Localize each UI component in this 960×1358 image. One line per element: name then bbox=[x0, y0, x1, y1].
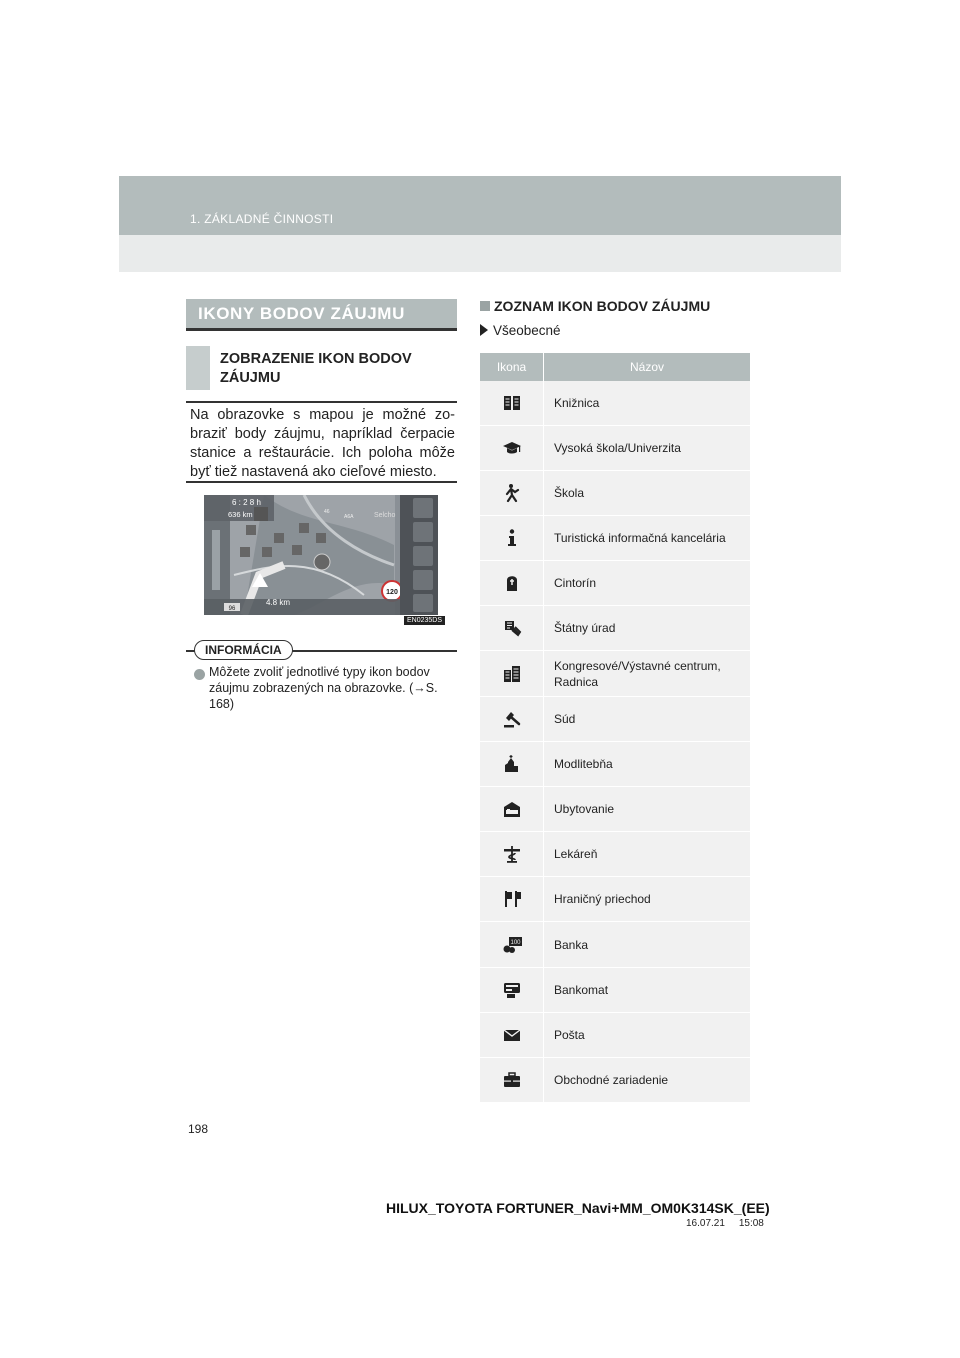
table-row bbox=[480, 922, 750, 968]
map-illustration bbox=[204, 495, 438, 615]
university-icon bbox=[502, 438, 522, 458]
print-date: 16.07.21 15:08 bbox=[686, 1218, 764, 1229]
row-name: Turistická informačná kancelária bbox=[554, 531, 726, 545]
row-name: Bankomat bbox=[554, 983, 609, 997]
category-heading bbox=[480, 323, 561, 338]
page-number: 198 bbox=[188, 1122, 209, 1136]
government-office-icon bbox=[502, 618, 522, 638]
table-row bbox=[480, 1013, 750, 1058]
business-facility-icon bbox=[502, 1070, 522, 1090]
info-tag: INFORMÁCIA bbox=[194, 640, 293, 660]
row-name: Pošta bbox=[554, 1028, 585, 1042]
row-name: Banka bbox=[554, 937, 589, 952]
cemetery-icon bbox=[502, 573, 522, 593]
row-name: Súd bbox=[554, 712, 576, 726]
poi-table bbox=[480, 353, 750, 1103]
section-title-text: IKONY BODOV ZÁUJMU bbox=[198, 304, 405, 323]
table-row bbox=[480, 832, 750, 877]
table-row bbox=[480, 968, 750, 1013]
subsection-title-text: ZOBRAZENIE IKON BODOV ZÁUJMU bbox=[220, 351, 412, 386]
table-row bbox=[480, 516, 750, 561]
chapter-title: 1. ZÁKLADNÉ ČINNOSTI bbox=[190, 212, 334, 226]
subsection-title bbox=[186, 346, 457, 390]
row-name: Ubytovanie bbox=[554, 802, 615, 816]
table-row bbox=[480, 697, 750, 742]
post-office-icon bbox=[502, 1025, 522, 1045]
triangle-bullet-icon bbox=[480, 324, 488, 336]
accommodation-icon bbox=[502, 799, 522, 819]
intro-text: Na obrazovke s mapou je možné zo-braziť body záujmu, napríklad čerpacie stanice a reštaurácie. Ich poloha môže byť tiež nastavená ako cieľové miesto. bbox=[186, 401, 457, 483]
row-name: Hraničný priechod bbox=[554, 892, 651, 906]
header-icon-col: Ikona bbox=[480, 353, 544, 381]
row-name: Štátny úrad bbox=[554, 621, 616, 635]
map-speed-limit: 120 bbox=[386, 589, 398, 596]
row-name: Modlitebňa bbox=[554, 757, 613, 771]
library-icon bbox=[502, 393, 522, 413]
table-row bbox=[480, 742, 750, 787]
pharmacy-icon bbox=[502, 844, 522, 864]
header-name-col: Názov bbox=[629, 360, 664, 374]
place-of-worship-icon bbox=[502, 754, 522, 774]
map-road-label-a: 46 bbox=[324, 509, 330, 515]
table-row bbox=[480, 471, 750, 516]
list-title bbox=[480, 298, 710, 314]
table-header bbox=[480, 353, 750, 381]
table-row bbox=[480, 381, 750, 426]
row-name: Lekáreň bbox=[554, 847, 598, 861]
map-remaining-distance: 636 km bbox=[228, 510, 253, 519]
bank-icon bbox=[501, 935, 523, 955]
row-name: Obchodné zariadenie bbox=[554, 1073, 669, 1087]
table-row bbox=[480, 651, 750, 697]
square-bullet-icon bbox=[480, 301, 490, 311]
map-next-turn-distance: 4.8 km bbox=[266, 598, 291, 607]
info-text: Môžete zvoliť jednotlivé typy ikon bodov záujmu zobrazených na obrazovke. (→S. 168) bbox=[209, 665, 438, 711]
header-strip bbox=[119, 176, 841, 235]
atm-icon bbox=[502, 980, 522, 1000]
map-screenshot bbox=[204, 495, 438, 615]
school-icon bbox=[502, 483, 522, 503]
list-title-text: ZOZNAM IKON BODOV ZÁUJMU bbox=[494, 298, 711, 314]
border-crossing-icon bbox=[502, 889, 522, 909]
row-name: Škola bbox=[554, 486, 585, 500]
map-place-label: Selcho bbox=[374, 512, 396, 519]
info-icon bbox=[502, 528, 522, 548]
table-row bbox=[480, 1058, 750, 1103]
table-row bbox=[480, 561, 750, 606]
map-time: 6 : 2 8 h bbox=[232, 498, 261, 507]
court-icon bbox=[502, 709, 522, 729]
convention-center-icon bbox=[502, 664, 522, 684]
bank-icon-label: 100 bbox=[509, 939, 521, 946]
table-row bbox=[480, 787, 750, 832]
category-text: Všeobecné bbox=[493, 323, 561, 338]
table-row bbox=[480, 426, 750, 471]
row-name: Kongresové/Výstavné centrum, Radnica bbox=[554, 658, 721, 689]
table-row bbox=[480, 877, 750, 922]
map-road-label-b: A6A bbox=[344, 514, 354, 520]
row-name: Knižnica bbox=[554, 396, 600, 410]
image-code: EN0235DS bbox=[404, 616, 445, 625]
map-road-number: 96 bbox=[228, 606, 236, 612]
document-code: HILUX_TOYOTA FORTUNER_Navi+MM_OM0K314SK_(EE) bbox=[386, 1200, 770, 1216]
subsection-bar bbox=[186, 346, 210, 390]
row-name: Vysoká škola/Univerzita bbox=[554, 441, 681, 455]
table-row bbox=[480, 606, 750, 651]
row-name: Cintorín bbox=[554, 576, 597, 590]
section-title bbox=[186, 299, 457, 331]
bullet-icon bbox=[194, 669, 205, 680]
